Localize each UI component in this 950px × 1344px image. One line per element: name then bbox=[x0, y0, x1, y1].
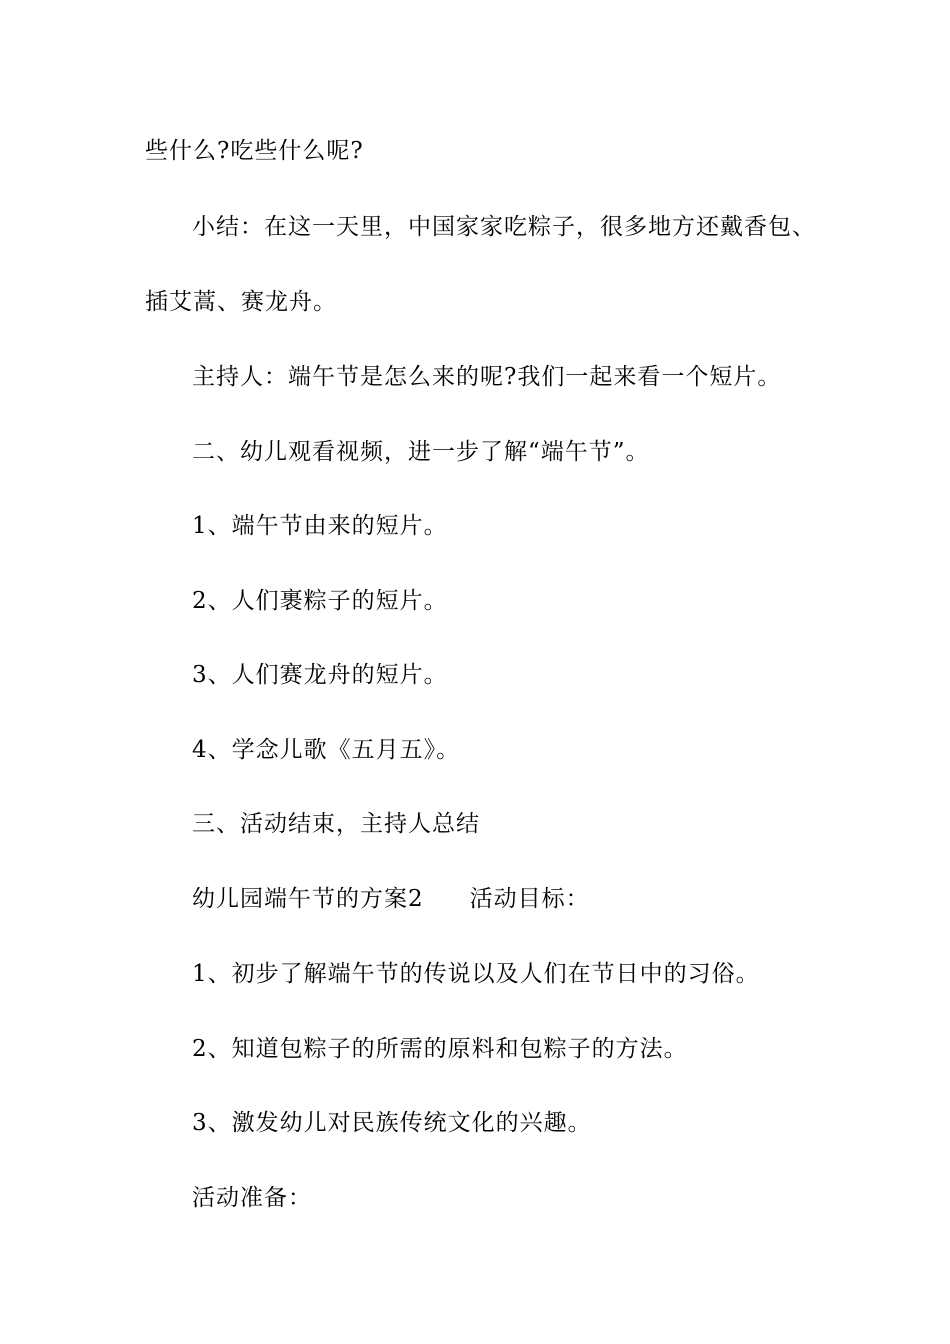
text-line: 些什么?吃些什么呢? bbox=[145, 138, 364, 164]
section-heading: 二、幼儿观看视频，进一步了解“端午节”。 bbox=[192, 439, 650, 465]
plan-title-line bbox=[0, 884, 950, 914]
list-item: 1、端午节由来的短片。 bbox=[192, 513, 448, 539]
list-item: 4、学念儿歌《五月五》。 bbox=[192, 737, 461, 763]
section-heading: 三、活动结束，主持人总结 bbox=[192, 811, 480, 837]
section-heading: 活动准备： bbox=[192, 1185, 312, 1211]
host-line: 主持人：端午节是怎么来的呢?我们一起来看一个短片。 bbox=[192, 364, 782, 390]
list-item: 3、激发幼儿对民族传统文化的兴趣。 bbox=[192, 1110, 592, 1136]
list-item: 3、人们赛龙舟的短片。 bbox=[192, 662, 448, 688]
plan-title: 幼儿园端午节的方案2 bbox=[192, 886, 424, 912]
text-line: 插艾蒿、赛龙舟。 bbox=[145, 289, 337, 315]
list-item: 2、知道包粽子的所需的原料和包粽子的方法。 bbox=[192, 1036, 688, 1062]
summary-line: 小结：在这一天里，中国家家吃粽子，很多地方还戴香包、 bbox=[192, 214, 816, 240]
list-item: 1、初步了解端午节的传说以及人们在节日中的习俗。 bbox=[192, 961, 760, 987]
list-item: 2、人们裹粽子的短片。 bbox=[192, 588, 448, 614]
goals-heading: 活动目标： bbox=[469, 886, 590, 912]
